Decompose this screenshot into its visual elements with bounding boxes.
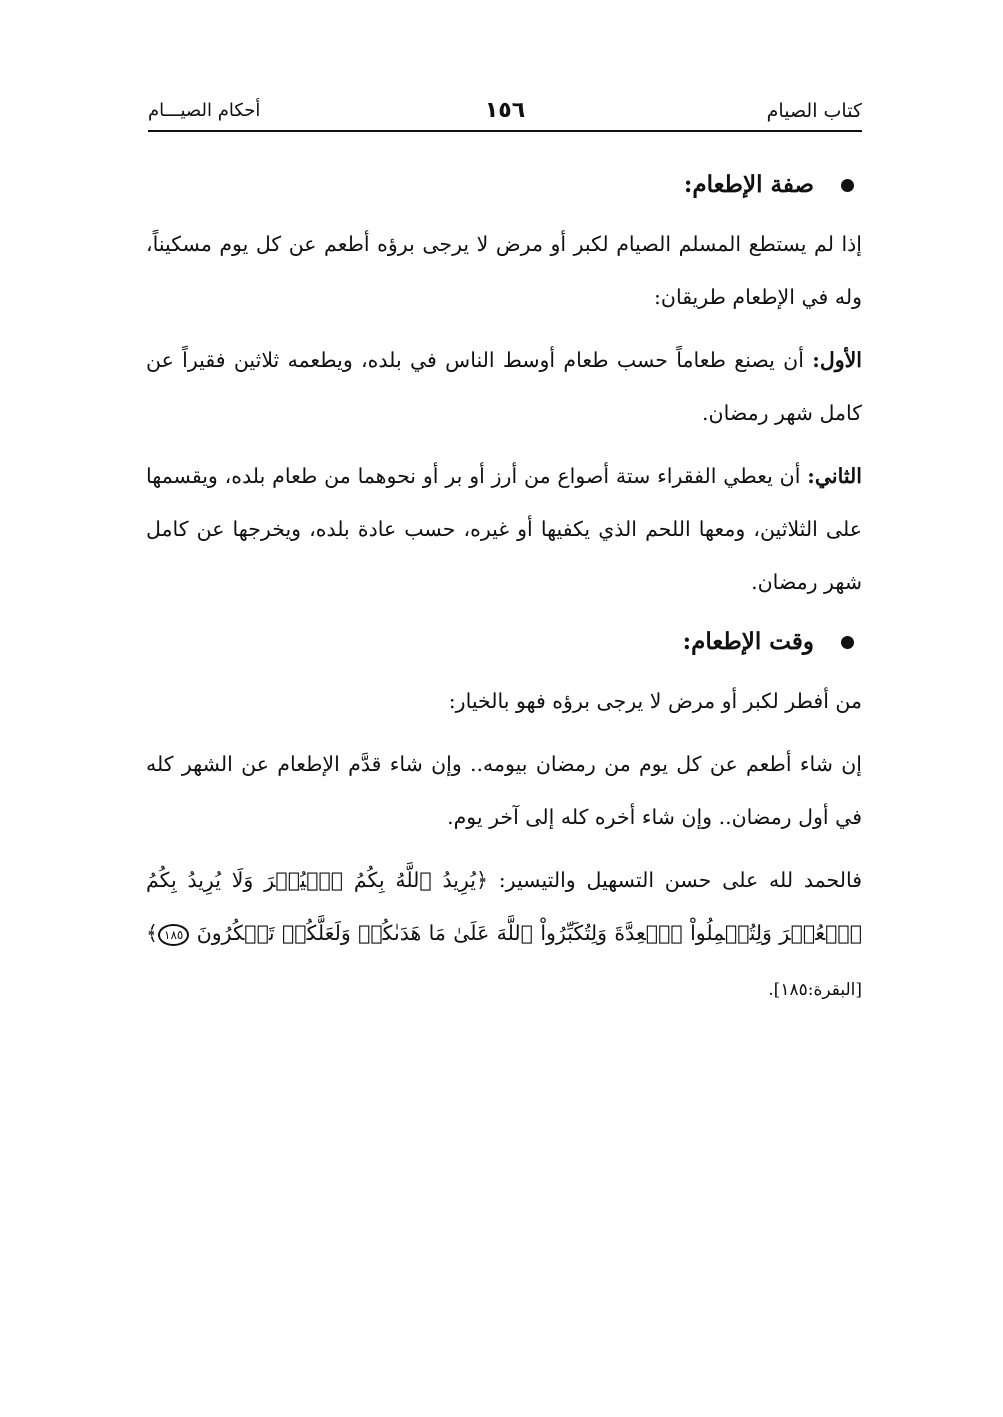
quran-verse: يُرِيدُ ٱللَّهُ بِكُمُ ٱلۡيُسۡرَ وَلَا يُرِيدُ بِكُمُ ٱلۡعُسۡرَ وَلِتُكۡمِلُواْ ٱلۡعِدَّةَ وَلِتُكَبِّرُواْ ٱللَّهَ عَلَىٰ مَا هَدَىٰكُمۡ وَلَعَلَّكُمۡ تَشۡكُرُونَ: [146, 868, 862, 945]
page-body: [146, 162, 862, 1027]
paragraph-closing: [146, 854, 862, 1017]
second-text: أن يعطي الفقراء ستة أصواع من أرز أو بر أو نحوهما من طعام بلده، ويقسمها على الثلاثين، ومعها اللحم الذي يكفيها أو غيره، حسب عادة بلده، ويخرجها عن كامل شهر رمضان.: [146, 464, 862, 594]
heading-text: صفة الإطعام:: [683, 171, 814, 198]
first-text: أن يصنع طعاماً حسب طعام أوسط الناس في بلده، ويطعمه ثلاثين فقيراً عن كامل شهر رمضان.: [146, 348, 862, 425]
paragraph-option: من أفطر لكبر أو مرض لا يرجى برؤه فهو بالخيار:: [448, 689, 862, 713]
first-label: الأول:: [812, 348, 862, 372]
bullet-icon: [841, 636, 854, 649]
ayah-number-badge: ١٨٥: [158, 924, 189, 946]
page-header: [148, 96, 862, 132]
section-heading-feeding-time: [146, 619, 862, 665]
book-title: كتاب الصيام: [766, 100, 862, 122]
paragraph-first-way: [146, 334, 862, 440]
verse-reference: [البقرة:١٨٥].: [768, 980, 862, 1000]
header-rule: [148, 130, 862, 132]
heading-text: وقت الإطعام:: [682, 628, 814, 655]
ornate-bracket-open: ﴿: [475, 868, 488, 892]
second-label: الثاني:: [807, 464, 862, 488]
ornate-bracket-close: ﴾: [146, 921, 159, 945]
paragraph-choices: إن شاء أطعم عن كل يوم من رمضان بيومه.. وإن شاء قدَّم الإطعام عن الشهر كله في أول رمضان.. وإن شاء أخره كله إلى آخر يوم.: [146, 752, 862, 829]
paragraph-intro: إذا لم يستطع المسلم الصيام لكبر أو مرض لا يرجى برؤه أطعم عن كل يوم مسكيناً، وله في الإطعام طريقان:: [146, 232, 862, 309]
page-number: ١٥٦: [484, 98, 526, 123]
bullet-icon: [841, 179, 854, 192]
closing-intro: فالحمد لله على حسن التسهيل والتيسير:: [487, 868, 862, 892]
section-heading-feeding-method: [146, 162, 862, 208]
chapter-title: أحكام الصيـــام: [148, 100, 261, 121]
paragraph-second-way: [146, 450, 862, 609]
